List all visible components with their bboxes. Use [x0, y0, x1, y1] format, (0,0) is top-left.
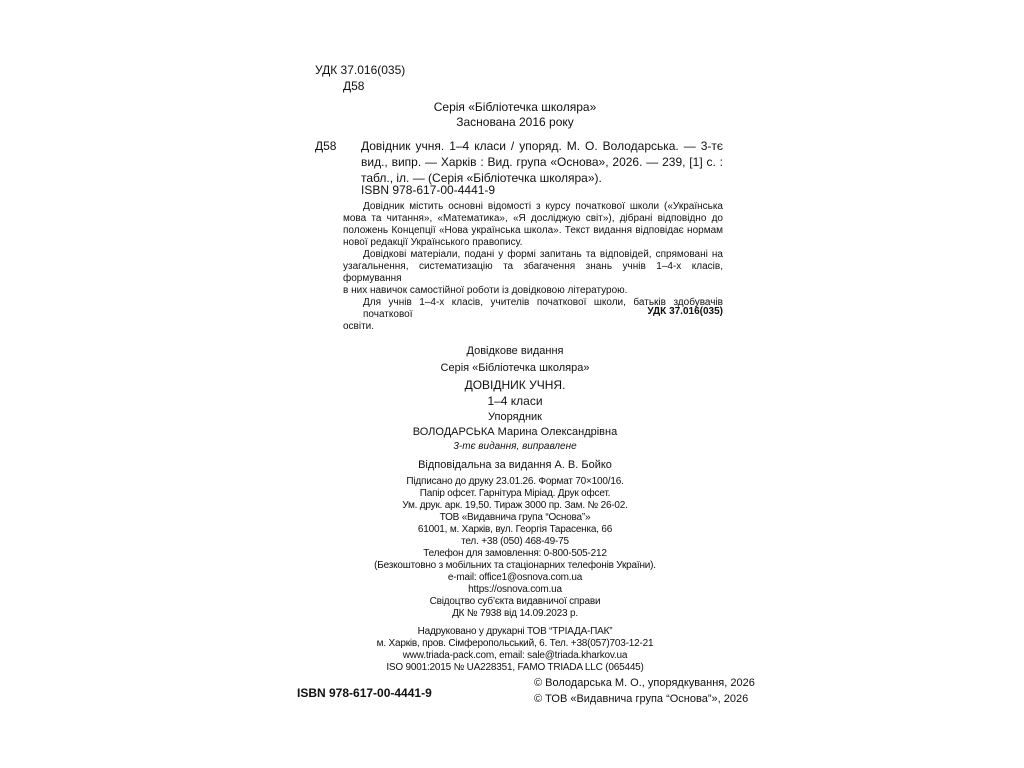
- annotation-p1-l1: Довідник містить основні відомості з курсу початкової школи («Українська: [363, 201, 723, 212]
- annotation-p2-l1: Довідкові матеріали, подані у формі запитань та відповідей, спрямовані на: [363, 249, 723, 260]
- publisher-line-4: Телефон для замовлення: 0-800-505-212: [423, 548, 607, 559]
- printer-info: [315, 626, 715, 674]
- edition-type: Довідкове видання: [466, 345, 564, 357]
- annotation-p1-l2: мова та читання», «Математика», «Я досліджую світ»), дібрані відповідно до: [343, 213, 723, 224]
- annotation-p1-l3: положень Концепції «Нова українська школа». Текст видання відповідає нормам: [343, 225, 723, 236]
- isbn-bottom: ISBN 978-617-00-4441-9: [297, 686, 432, 700]
- annotation-p3-l2: освіти.: [343, 321, 375, 332]
- publisher-info: [315, 512, 715, 620]
- publisher-line-7: https://osnova.com.ua: [468, 584, 562, 595]
- udk-top: УДК 37.016(035): [315, 63, 406, 77]
- publisher-line-5: (Безкоштовно з мобільних та стаціонарних телефонів України).: [374, 560, 656, 571]
- edition-note: 3-тє видання, виправлене: [453, 441, 577, 452]
- biblio-line-1: Довідник учня. 1–4 класи / упоряд. М. О. Володарська. — 3-тє: [361, 139, 723, 153]
- imprint-series: Серія «Бібліотечка школяра»: [440, 362, 590, 374]
- biblio-isbn: ISBN 978-617-00-4441-9: [361, 183, 496, 197]
- publisher-line-8: Свідоцтво суб’єкта видавничої справи: [429, 596, 601, 607]
- publisher-line-6: e-mail: office1@osnova.com.ua: [447, 572, 583, 583]
- compiler-label: Упорядник: [488, 411, 542, 423]
- biblio-line-3: табл., іл. — (Серія «Бібліотечка школяра»).: [361, 171, 602, 185]
- printer-line-3: www.triada-pack.com, email: sale@triada.kharkov.ua: [402, 650, 628, 661]
- print-line-3: Ум. друк. арк. 19,50. Тираж 3000 пр. Зам. № 26-02.: [402, 500, 628, 511]
- copyright-publisher: © ТОВ «Видавнича група “Основа”», 2026: [534, 693, 749, 705]
- compiler-name: ВОЛОДАРСЬКА Марина Олександрівна: [412, 426, 618, 438]
- biblio-line-2: вид., випр. — Харків : Вид. група «Основа», 2026. — 239, [1] с. :: [361, 155, 723, 169]
- book-grades: 1–4 класи: [487, 394, 543, 408]
- publisher-line-1: ТОВ «Видавнича група “Основа”»: [439, 512, 591, 523]
- print-line-1: Підписано до друку 23.01.26. Формат 70×100/16.: [406, 476, 624, 487]
- print-details: [315, 476, 715, 512]
- annotation-udk: УДК 37.016(035): [647, 306, 723, 317]
- responsible-editor: Відповідальна за видання А. В. Бойко: [418, 459, 612, 471]
- printer-line-2: м. Харків, пров. Сімферопольський, 6. Тел. +38(057)703-12-21: [376, 638, 654, 649]
- annotation-p2-l2: узагальнення, систематизацію та збагачення знань учнів 1–4-х класів, формування: [343, 261, 723, 284]
- series-founded: Заснована 2016 року: [456, 115, 574, 129]
- publisher-line-2: 61001, м. Харків, вул. Георгія Тарасенка, 66: [417, 524, 613, 535]
- print-line-2: Папір офсет. Гарнітура Міріад. Друк офсет.: [419, 488, 611, 499]
- publisher-line-3: тел. +38 (050) 468-49-75: [461, 536, 569, 547]
- book-title: ДОВІДНИК УЧНЯ.: [464, 378, 566, 392]
- series-name: Серія «Бібліотечка школяра»: [433, 100, 597, 114]
- publisher-line-9: ДК № 7938 від 14.09.2023 р.: [452, 608, 578, 619]
- biblio-code: Д58: [315, 139, 337, 153]
- copyright-compiler: © Володарська М. О., упорядкування, 2026: [534, 677, 755, 689]
- annotation-p1-l4: нової редакції Українського правопису.: [343, 237, 523, 248]
- author-code-top: Д58: [343, 79, 365, 93]
- printer-line-1: Надруковано у друкарні ТОВ “ТРІАДА-ПАК”: [417, 626, 613, 637]
- printer-line-4: ISO 9001:2015 № UA228351, FAMO TRIADA LLC (065445): [386, 662, 644, 673]
- annotation-p3-l1: Для учнів 1–4-х класів, учителів початкової школи, батьків здобувачів початкової: [363, 297, 723, 320]
- biblio-record: [361, 138, 723, 186]
- annotation-p2-l3: в них навичок самостійної роботи із довідковою літературою.: [343, 285, 628, 296]
